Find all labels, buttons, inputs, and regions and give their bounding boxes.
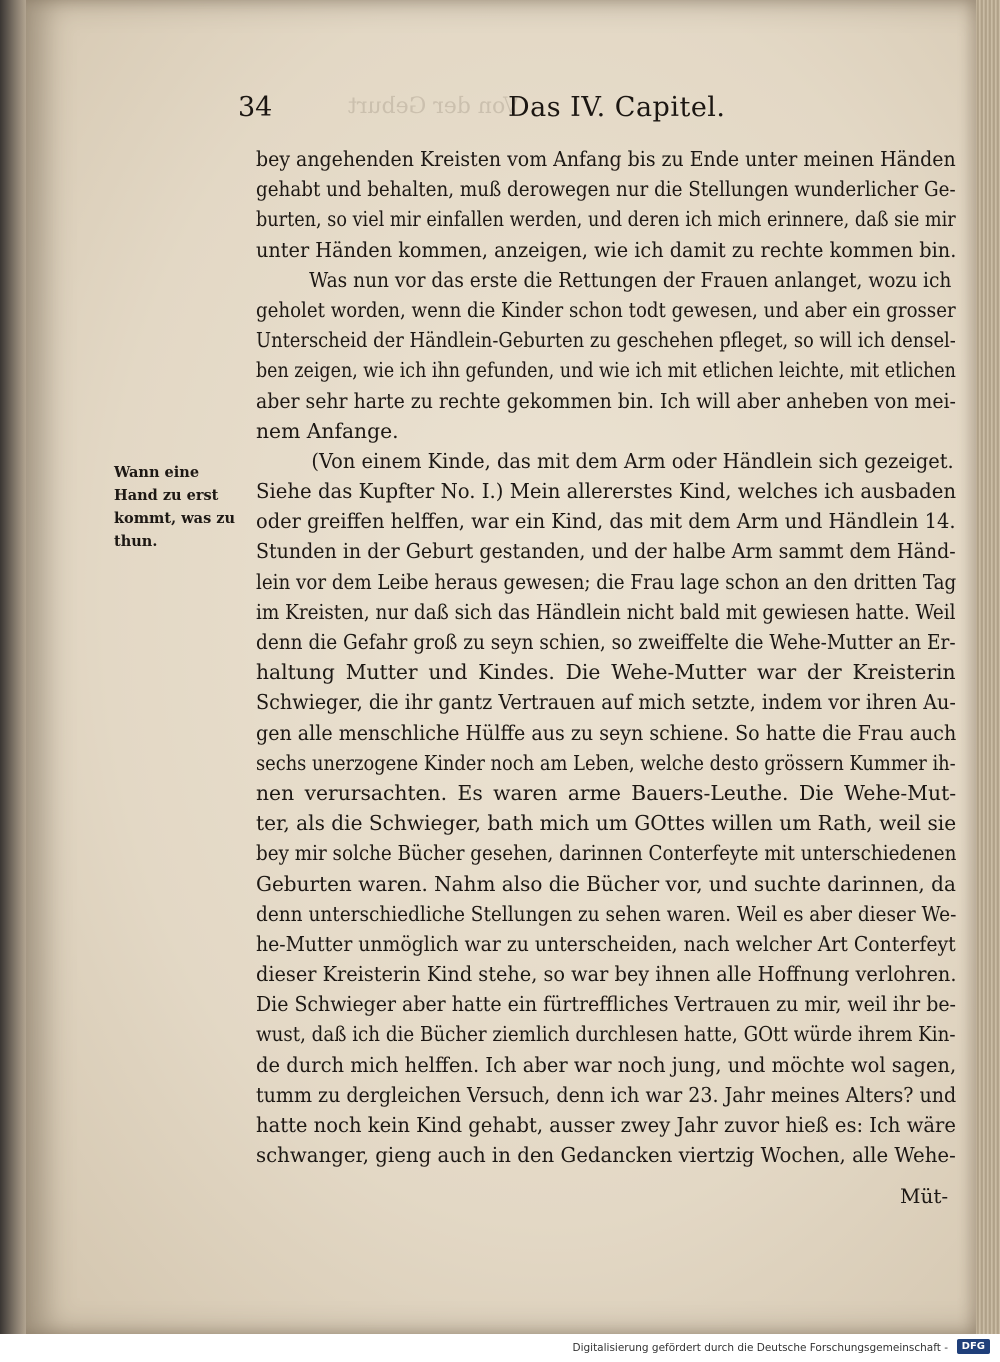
text-line: Unterscheid der Händlein-Geburten zu geschehen pfleget, so will ich densel- [256, 328, 956, 353]
text-line: oder greiffen helffen, war ein Kind, das mit dem Arm und Händlein 14. [256, 509, 956, 534]
text-line: burten, so viel mir einfallen werden, und deren ich mich erinnere, daß sie mir [256, 207, 956, 232]
text-line: dieser Kreisterin Kind stehe, so war bey ihnen alle Hoffnung verlohren. [256, 962, 957, 987]
text-line: schwanger, gieng auch in den Gedancken viertzig Wochen, alle Wehe- [256, 1143, 956, 1168]
text-line: hatte noch kein Kind gehabt, ausser zwey Jahr zuvor hieß es: Ich wäre [256, 1113, 956, 1137]
text-line: unter Händen kommen, anzeigen, wie ich damit zu rechte kommen bin. [256, 237, 957, 262]
text-line: geholet worden, wenn die Kinder schon todt gewesen, und aber ein grosser [256, 297, 956, 322]
text-line: bey mir solche Bücher gesehen, darinnen Conterfeyte mit unterschiedenen [256, 841, 957, 866]
text-line: denn unterschiedliche Stellungen zu sehen waren. Weil es aber dieser We- [256, 901, 957, 926]
text-line: nem Anfange. [256, 418, 399, 443]
text-line: im Kreisten, nur daß sich das Händlein nicht bald mit gewiesen hatte. Weil [256, 599, 956, 624]
marginal-line: Hand zu erst [114, 487, 219, 504]
text-line: bey angehenden Kreisten vom Anfang bis zu Ende unter meinen Händen [256, 147, 956, 171]
text-line: gehabt und behalten, muß derowegen nur die Stellungen wunderlicher Ge- [256, 177, 956, 202]
text-line: gen alle menschliche Hülffe aus zu seyn schiene. So hatte die Frau auch [256, 720, 957, 745]
text-line: Was nun vor das erste die Rettungen der Frauen anlanget, wozu ich [309, 267, 952, 292]
chapter-title: Das IV. Capitel. [508, 92, 726, 123]
text-line: Geburten waren. Nahm also die Bücher vor, und suchte darinnen, da [256, 871, 956, 896]
text-line: Schwieger, die ihr gantz Vertrauen auf mich setzte, indem vor ihren Au- [256, 690, 956, 715]
bleed-through-text: Von der Geburt [348, 94, 520, 119]
text-line: Siehe das Kupfter No. I.) Mein allererstes Kind, welches ich ausbaden [256, 479, 957, 504]
book-binding [0, 0, 26, 1362]
text-line: ter, als die Schwieger, bath mich um GOttes willen um Rath, weil sie [256, 811, 957, 836]
text-line: de durch mich helffen. Ich aber war noch jung, und möchte wol sagen, [256, 1052, 957, 1077]
text-line: nen verursachten. Es waren arme Bauers-Leuthe. Die Wehe-Mut- [256, 780, 957, 805]
text-line: (Von einem Kinde, das mit dem Arm oder Händlein sich gezeiget. [311, 448, 954, 473]
text-line: haltung Mutter und Kindes. Die Wehe-Mutter war der Kreisterin [256, 660, 956, 685]
text-line: denn die Gefahr groß zu seyn schien, so zweiffelte die Wehe-Mutter an Er- [256, 630, 956, 654]
marginal-line: Wann eine [114, 464, 200, 481]
page-edges [976, 0, 1000, 1334]
text-line: sechs unerzogene Kinder noch am Leben, welche desto grössern Kummer ih- [256, 750, 956, 775]
running-head [238, 92, 958, 132]
text-line: lein vor dem Leibe heraus gewesen; die Frau lage schon an den dritten Tag [256, 569, 957, 594]
text-line: ben zeigen, wie ich ihn gefunden, und wie ich mit etlichen leichte, mit etlichen [256, 358, 956, 383]
text-line: aber sehr harte zu rechte gekommen bin. Ich will aber anheben von mei- [256, 388, 956, 413]
marginal-line: thun. [114, 533, 158, 550]
marginal-line: kommt, was zu [114, 510, 236, 527]
page-number: 34 [238, 92, 273, 123]
text-line: Die Schwieger aber hatte ein fürtreffliches Vertrauen zu mir, weil ihr be- [256, 992, 956, 1017]
text-line: Stunden in der Geburt gestanden, und der halbe Arm sammt dem Händ- [256, 539, 956, 564]
body-text [256, 144, 956, 1170]
text-line: wust, daß ich die Bücher ziemlich durchlesen hatte, GOtt würde ihrem Kin- [256, 1022, 956, 1047]
marginal-note [114, 461, 254, 553]
catchword: Müt- [900, 1184, 949, 1208]
footer-bar [0, 1334, 1000, 1362]
dfg-logo: DFG [957, 1339, 990, 1354]
funding-credit: Digitalisierung gefördert durch die Deutsche Forschungsgemeinschaft - [572, 1342, 948, 1354]
text-line: he-Mutter unmöglich war zu unterscheiden, nach welcher Art Conterfeyt [256, 931, 956, 956]
text-line: tumm zu dergleichen Versuch, denn ich war 23. Jahr meines Alters? und [256, 1082, 957, 1107]
